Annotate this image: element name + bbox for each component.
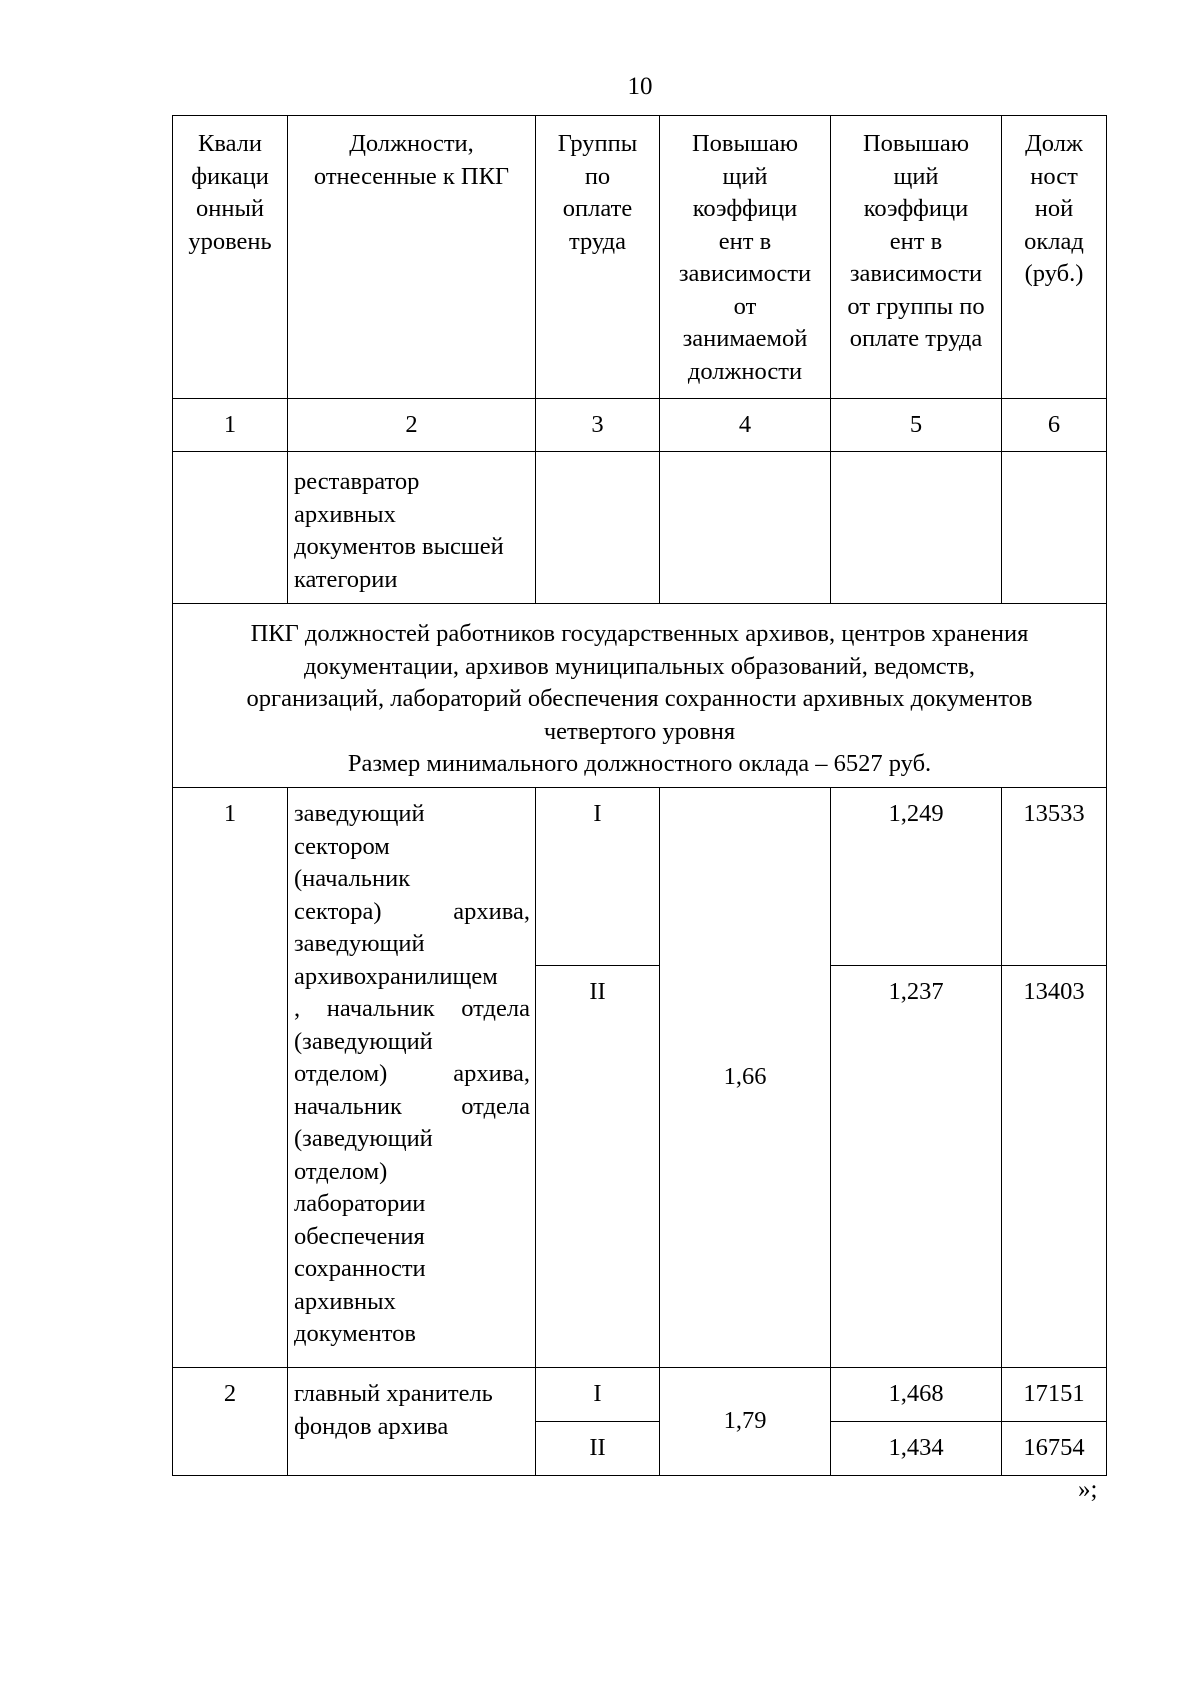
group-cell: I <box>536 788 660 966</box>
group-coef-cell-empty <box>831 452 1002 604</box>
group-cell: II <box>536 966 660 1368</box>
section-heading <box>173 604 1107 788</box>
column-number: 1 <box>173 399 288 452</box>
column-number: 5 <box>831 399 1002 452</box>
header-position-coefficient: Повышаю щий коэффици ент в зависимости от занимаемой должности <box>660 116 831 399</box>
group-coef-cell: 1,237 <box>831 966 1002 1368</box>
min-salary-note: Размер минимального должностного оклада – 6527 руб. <box>347 750 932 777</box>
page-number: 10 <box>627 73 653 100</box>
column-number: 6 <box>1002 399 1107 452</box>
header-group-coefficient: Повышаю щий коэффици ент в зависимости от группы по оплате труда <box>831 116 1002 399</box>
group-cell: I <box>536 1368 660 1422</box>
level-cell-empty <box>173 452 288 604</box>
position-cell: реставратор архивных документов высшей категории <box>288 452 536 604</box>
group-cell: II <box>536 1422 660 1476</box>
salary-cell-empty <box>1002 452 1107 604</box>
header-pay-groups: Группы по оплате труда <box>536 116 660 399</box>
salary-cell: 16754 <box>1002 1422 1107 1476</box>
position-coef-cell-empty <box>660 452 831 604</box>
table-row <box>173 788 1107 966</box>
section-title-line: организаций, лабораторий обеспечения сохранности архивных документов <box>246 685 1033 712</box>
position-cell: заведующий сектором (начальник сектора) архива, заведующий архивохранилищем , начальник отдела (заведующий отделом) архива, начальник отдела (заведующий отделом) лаборатории обеспечения сохранности архивных документов <box>288 788 536 1368</box>
position-cell: главный хранитель фондов архива <box>288 1368 536 1476</box>
continuation-row <box>173 452 1107 604</box>
group-coef-cell: 1,468 <box>831 1368 1002 1422</box>
section-heading-row <box>173 604 1107 788</box>
column-number-row <box>173 399 1107 452</box>
column-number: 2 <box>288 399 536 452</box>
level-cell: 1 <box>173 788 288 1368</box>
header-qualification-level: Квали фикаци онный уровень <box>173 116 288 399</box>
section-title-line: документации, архивов муниципальных образований, ведомств, <box>303 652 976 680</box>
position-coef-cell: 1,66 <box>660 788 831 1368</box>
column-number: 3 <box>536 399 660 452</box>
section-title-line: ПКГ должностей работников государственных архивов, центров хранения <box>250 620 1029 647</box>
section-title-line: четвертого уровня <box>543 717 736 745</box>
salary-cell: 13533 <box>1002 788 1107 966</box>
group-cell-empty <box>536 452 660 604</box>
salary-table <box>172 115 1107 1476</box>
header-salary: Долж ност ной оклад (руб.) <box>1002 116 1107 399</box>
level-cell: 2 <box>173 1368 288 1476</box>
closing-quote-mark: »; <box>1078 1476 1098 1503</box>
column-number: 4 <box>660 399 831 452</box>
salary-cell: 13403 <box>1002 966 1107 1368</box>
table-row <box>173 1368 1107 1422</box>
salary-cell: 17151 <box>1002 1368 1107 1422</box>
position-coef-cell: 1,79 <box>660 1368 831 1476</box>
group-coef-cell: 1,249 <box>831 788 1002 966</box>
group-coef-cell: 1,434 <box>831 1422 1002 1476</box>
header-positions: Должности, отнесенные к ПКГ <box>288 116 536 399</box>
header-row <box>173 116 1107 399</box>
